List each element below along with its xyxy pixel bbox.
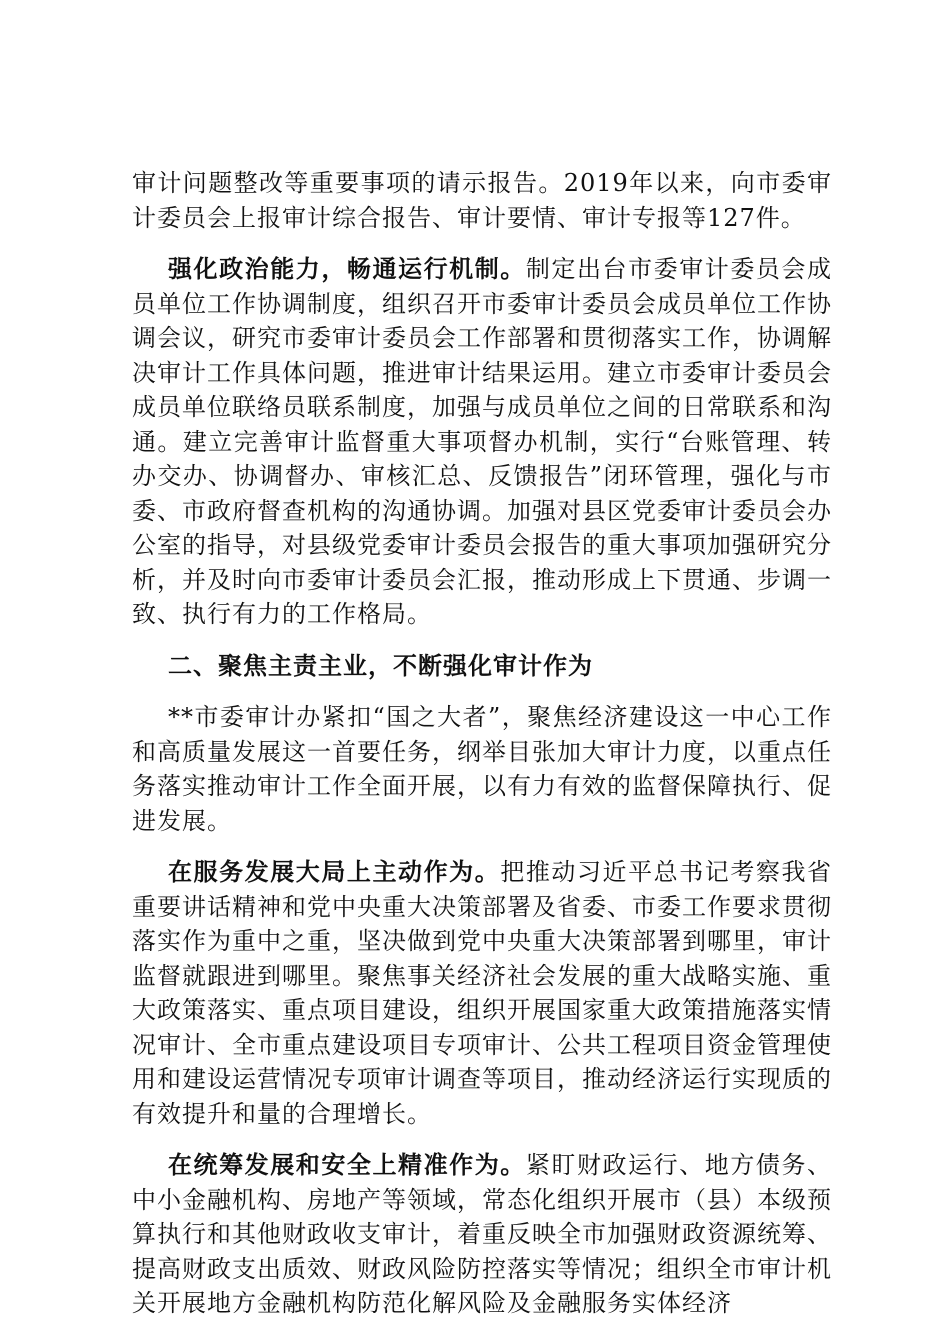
paragraph-text: 把推动习近平总书记考察我省重要讲话精神和党中央重大决策部署及省委、市委工作要求贯彻落实作为重中之重，坚决做到党中央重大决策部署到哪里，审计监督就跟进到哪里。聚焦事关经济社会发展的重大战略实施、重大政策落实、重点项目建设，组织开展国家重大政策措施落实情况审计、全市重点建设项目专项审计、公共工程项目资金管理使用和建设运营情况专项审计调查等项目，推动经济运行实现质的有效提升和量的合理增长。 xyxy=(132,858,833,1128)
paragraph-lead: 在统筹发展和安全上精准作为。 xyxy=(168,1150,526,1179)
paragraph-lead: 强化政治能力，畅通运行机制。 xyxy=(168,254,526,283)
paragraph-text: **市委审计办紧扣“国之大者”，聚焦经济建设这一中心工作和高质量发展这一首要任务，纲举目张加大审计力度，以重点任务落实推动审计工作全面开展，以有力有效的监督保障执行、促进发展。 xyxy=(132,703,832,835)
document-body xyxy=(132,166,832,1338)
paragraph-political-capacity xyxy=(132,252,832,632)
paragraph-development-security xyxy=(132,1148,832,1321)
paragraph-serve-development xyxy=(132,855,832,1131)
paragraph-continuation xyxy=(132,166,832,235)
paragraph-lead: 在服务发展大局上主动作为。 xyxy=(168,857,501,886)
paragraph-text: 紧盯财政运行、地方债务、中小金融机构、房地产等领域，常态化组织开展市（县）本级预算执行和其他财政收支审计，着重反映全市加强财政资源统筹、提高财政支出质效、财政风险防控落实等情况；组织全市审计机关开展地方金融机构防范化解风险及金融服务实体经济 xyxy=(132,1151,833,1317)
section-heading: 二、聚焦主责主业，不断强化审计作为 xyxy=(168,650,593,680)
paragraph-text: 制定出台市委审计委员会成员单位工作协调制度，组织召开市委审计委员会成员单位工作协调会议，研究市委审计委员会工作部署和贯彻落实工作，协调解决审计工作具体问题，推进审计结果运用。建立市委审计委员会成员单位联络员联系制度，加强与成员单位之间的日常联系和沟通。建立完善审计监督重大事项督办机制，实行“台账管理、转办交办、协调督办、审核汇总、反馈报告”闭环管理，强化与市委、市政府督查机构的沟通协调。加强对县区党委审计委员会办公室的指导，对县级党委审计委员会报告的重大事项加强研究分析，并及时向市委审计委员会汇报，推动形成上下贯通、步调一致、执行有力的工作格局。 xyxy=(132,255,833,628)
paragraph-text: 审计问题整改等重要事项的请示报告。2019年以来，向市委审计委员会上报审计综合报告、审计要情、审计专报等127件。 xyxy=(132,169,832,232)
paragraph-section-intro xyxy=(132,700,832,838)
